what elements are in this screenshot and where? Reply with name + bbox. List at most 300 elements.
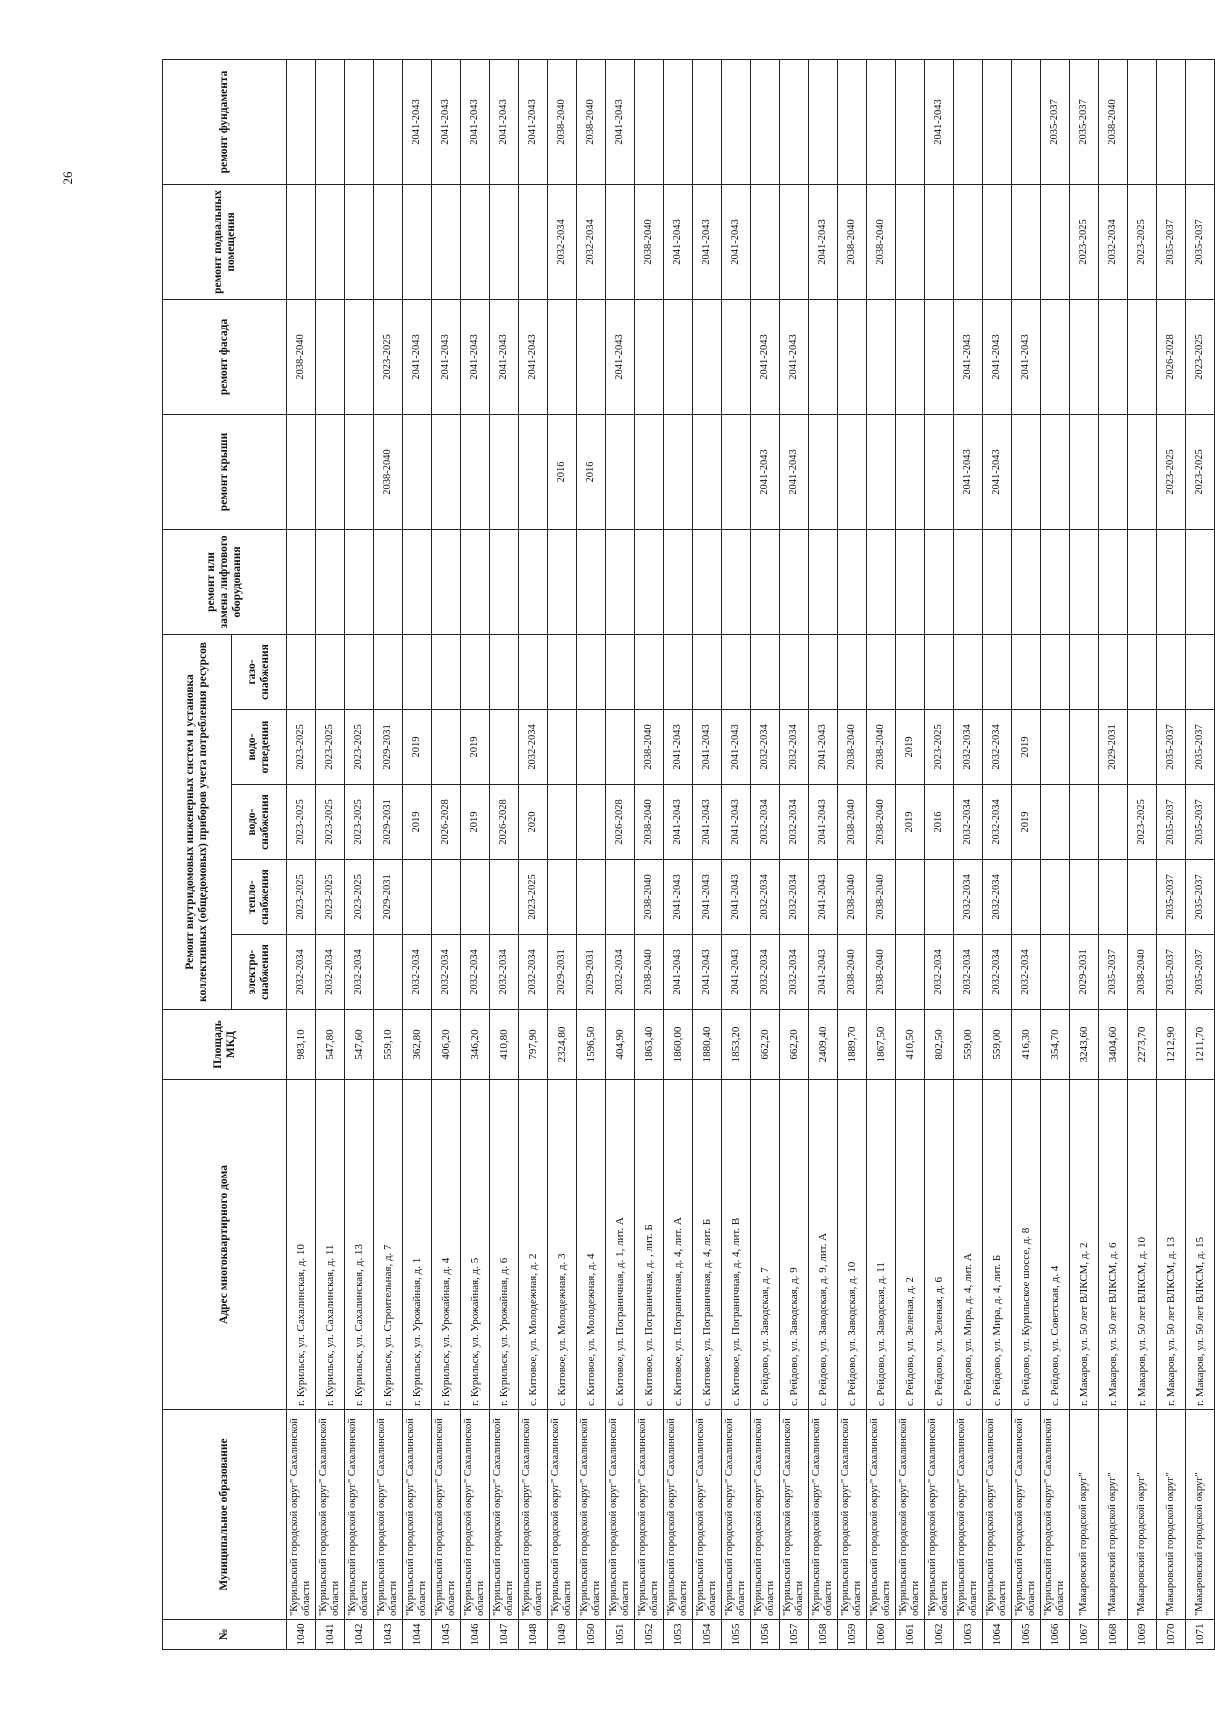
heat-cell: 2023-2025 — [316, 860, 345, 935]
lift-cell — [809, 529, 838, 634]
gas-cell — [1186, 634, 1215, 709]
water-cell — [1099, 785, 1128, 860]
sewer-cell: 2041-2043 — [664, 710, 693, 785]
municipality-cell: "Курильский городской округ" Сахалинской области — [925, 1410, 954, 1620]
header-municipality: Муниципальное образование — [163, 1410, 287, 1620]
water-cell: 2041-2043 — [722, 785, 751, 860]
table-row — [1012, 59, 1041, 1649]
area-cell: 1211,70 — [1186, 1010, 1215, 1080]
water-cell: 2041-2043 — [693, 785, 722, 860]
row-number: 1063 — [954, 1620, 983, 1650]
lift-cell — [461, 529, 490, 634]
address-cell: г. Курильск, ул. Сахалинская, д. 11 — [316, 1080, 345, 1410]
facade-cell — [1128, 299, 1157, 414]
lift-cell — [287, 529, 316, 634]
electro-cell: 2041-2043 — [664, 935, 693, 1010]
foundation-cell: 2041-2043 — [461, 59, 490, 184]
water-cell: 2016 — [925, 785, 954, 860]
heat-cell: 2023-2025 — [287, 860, 316, 935]
foundation-cell — [316, 59, 345, 184]
water-cell: 2032-2034 — [983, 785, 1012, 860]
municipality-cell: "Курильский городской округ" Сахалинской области — [287, 1410, 316, 1620]
sewer-cell: 2035-2037 — [1157, 710, 1186, 785]
water-cell: 2035-2037 — [1186, 785, 1215, 860]
table-body — [287, 59, 1215, 1649]
area-cell: 1596,50 — [577, 1010, 606, 1080]
facade-cell: 2023-2025 — [374, 299, 403, 414]
water-cell — [548, 785, 577, 860]
table-row — [1041, 59, 1070, 1649]
water-cell: 2026-2028 — [432, 785, 461, 860]
table-row — [403, 59, 432, 1649]
lift-cell — [722, 529, 751, 634]
row-number: 1044 — [403, 1620, 432, 1650]
facade-cell — [316, 299, 345, 414]
facade-cell: 2041-2043 — [432, 299, 461, 414]
sewer-cell — [577, 710, 606, 785]
sewer-cell: 2019 — [896, 710, 925, 785]
sewer-cell: 2019 — [1012, 710, 1041, 785]
foundation-cell — [1186, 59, 1215, 184]
table-row — [635, 59, 664, 1649]
lift-cell — [1157, 529, 1186, 634]
municipality-cell: "Курильский городской округ" Сахалинской области — [1012, 1410, 1041, 1620]
lift-cell — [374, 529, 403, 634]
roof-cell — [403, 414, 432, 529]
row-number: 1056 — [751, 1620, 780, 1650]
header-heat: тепло-снабжения — [232, 860, 287, 935]
row-number: 1070 — [1157, 1620, 1186, 1650]
basement-cell — [519, 184, 548, 299]
foundation-cell — [287, 59, 316, 184]
gas-cell — [403, 634, 432, 709]
roof-cell — [838, 414, 867, 529]
foundation-cell — [780, 59, 809, 184]
electro-cell: 2032-2034 — [983, 935, 1012, 1010]
area-cell: 406,20 — [432, 1010, 461, 1080]
row-number: 1067 — [1070, 1620, 1099, 1650]
sewer-cell: 2019 — [403, 710, 432, 785]
foundation-cell: 2035-2037 — [1041, 59, 1070, 184]
foundation-cell: 2038-2040 — [1099, 59, 1128, 184]
gas-cell — [519, 634, 548, 709]
gas-cell — [693, 634, 722, 709]
address-cell: с. Рейдово, ул. Заводская, д. 7 — [751, 1080, 780, 1410]
foundation-cell — [809, 59, 838, 184]
municipality-cell: "Курильский городской округ" Сахалинской области — [577, 1410, 606, 1620]
foundation-cell — [838, 59, 867, 184]
electro-cell: 2032-2034 — [1012, 935, 1041, 1010]
water-cell: 2038-2040 — [838, 785, 867, 860]
sewer-cell — [432, 710, 461, 785]
municipality-cell: "Макаровский городской округ" — [1186, 1410, 1215, 1620]
heat-cell — [1012, 860, 1041, 935]
address-cell: г. Курильск, ул. Сахалинская, д. 10 — [287, 1080, 316, 1410]
roof-cell — [490, 414, 519, 529]
electro-cell: 2032-2034 — [316, 935, 345, 1010]
sewer-cell: 2023-2025 — [287, 710, 316, 785]
electro-cell: 2041-2043 — [693, 935, 722, 1010]
basement-cell: 2035-2037 — [1157, 184, 1186, 299]
lift-cell — [432, 529, 461, 634]
address-cell: с. Рейдово, ул. Зеленая, д. 2 — [896, 1080, 925, 1410]
row-number: 1052 — [635, 1620, 664, 1650]
roof-cell — [1128, 414, 1157, 529]
municipality-cell: "Курильский городской округ" Сахалинской области — [403, 1410, 432, 1620]
foundation-cell: 2035-2037 — [1070, 59, 1099, 184]
heat-cell: 2041-2043 — [693, 860, 722, 935]
row-number: 1057 — [780, 1620, 809, 1650]
heat-cell — [1128, 860, 1157, 935]
table-row — [1128, 59, 1157, 1649]
municipality-cell: "Макаровский городской округ" — [1157, 1410, 1186, 1620]
header-gas: газо-снабжения — [232, 634, 287, 709]
basement-cell: 2041-2043 — [693, 184, 722, 299]
sewer-cell: 2023-2025 — [345, 710, 374, 785]
water-cell: 2026-2028 — [606, 785, 635, 860]
water-cell: 2023-2025 — [1128, 785, 1157, 860]
address-cell: с. Китовое, ул. Молодежная, д. 4 — [577, 1080, 606, 1410]
foundation-cell: 2038-2040 — [548, 59, 577, 184]
heat-cell: 2032-2034 — [983, 860, 1012, 935]
row-number: 1045 — [432, 1620, 461, 1650]
water-cell: 2038-2040 — [635, 785, 664, 860]
heat-cell: 2032-2034 — [751, 860, 780, 935]
address-cell: с. Рейдово, ул. Зеленая, д. 6 — [925, 1080, 954, 1410]
electro-cell: 2032-2034 — [287, 935, 316, 1010]
header-water: водо-снабжения — [232, 785, 287, 860]
row-number: 1065 — [1012, 1620, 1041, 1650]
lift-cell — [316, 529, 345, 634]
electro-cell: 2032-2034 — [432, 935, 461, 1010]
water-cell: 2032-2034 — [751, 785, 780, 860]
gas-cell — [1157, 634, 1186, 709]
municipality-cell: "Курильский городской округ" Сахалинской области — [954, 1410, 983, 1620]
area-cell: 983,10 — [287, 1010, 316, 1080]
table-row — [519, 59, 548, 1649]
roof-cell — [1041, 414, 1070, 529]
foundation-cell — [896, 59, 925, 184]
foundation-cell — [374, 59, 403, 184]
roof-cell: 2041-2043 — [983, 414, 1012, 529]
roof-cell: 2041-2043 — [780, 414, 809, 529]
electro-cell: 2038-2040 — [838, 935, 867, 1010]
basement-cell — [490, 184, 519, 299]
roof-cell — [1099, 414, 1128, 529]
water-cell: 2019 — [1012, 785, 1041, 860]
electro-cell: 2032-2034 — [925, 935, 954, 1010]
sewer-cell — [1128, 710, 1157, 785]
area-cell: 2273,70 — [1128, 1010, 1157, 1080]
address-cell: с. Китовое, ул. Пограничная, д. 1, лит. А — [606, 1080, 635, 1410]
address-cell: с. Рейдово, ул. Мира, д. 4, лит. А — [954, 1080, 983, 1410]
electro-cell: 2041-2043 — [722, 935, 751, 1010]
gas-cell — [838, 634, 867, 709]
heat-cell: 2041-2043 — [722, 860, 751, 935]
electro-cell: 2029-2031 — [577, 935, 606, 1010]
gas-cell — [896, 634, 925, 709]
municipality-cell: "Курильский городской округ" Сахалинской области — [606, 1410, 635, 1620]
sewer-cell: 2032-2034 — [519, 710, 548, 785]
basement-cell: 2041-2043 — [809, 184, 838, 299]
row-number: 1054 — [693, 1620, 722, 1650]
address-cell: г. Курильск, ул. Урожайная, д. 5 — [461, 1080, 490, 1410]
basement-cell — [403, 184, 432, 299]
water-cell: 2023-2025 — [287, 785, 316, 860]
foundation-cell: 2041-2043 — [606, 59, 635, 184]
facade-cell — [867, 299, 896, 414]
rotated-page — [162, 60, 1206, 1650]
row-number: 1043 — [374, 1620, 403, 1650]
facade-cell — [809, 299, 838, 414]
gas-cell — [635, 634, 664, 709]
gas-cell — [461, 634, 490, 709]
municipality-cell: "Курильский городской округ" Сахалинской области — [751, 1410, 780, 1620]
area-cell: 547,60 — [345, 1010, 374, 1080]
table-row — [1157, 59, 1186, 1649]
table-row — [287, 59, 316, 1649]
municipality-cell: "Курильский городской округ" Сахалинской области — [374, 1410, 403, 1620]
roof-cell: 2038-2040 — [374, 414, 403, 529]
lift-cell — [1012, 529, 1041, 634]
table-row — [490, 59, 519, 1649]
row-number: 1049 — [548, 1620, 577, 1650]
table-row — [432, 59, 461, 1649]
row-number: 1053 — [664, 1620, 693, 1650]
foundation-cell: 2041-2043 — [519, 59, 548, 184]
gas-cell — [1128, 634, 1157, 709]
gas-cell — [722, 634, 751, 709]
electro-cell: 2032-2034 — [345, 935, 374, 1010]
sewer-cell: 2041-2043 — [722, 710, 751, 785]
area-cell: 354,70 — [1041, 1010, 1070, 1080]
area-cell: 662,20 — [751, 1010, 780, 1080]
address-cell: г. Макаров, ул. 50 лет ВЛКСМ, д. 10 — [1128, 1080, 1157, 1410]
table-row — [809, 59, 838, 1649]
electro-cell: 2035-2037 — [1186, 935, 1215, 1010]
facade-cell — [896, 299, 925, 414]
foundation-cell: 2038-2040 — [577, 59, 606, 184]
address-cell: с. Рейдово, ул. Заводская, д. 11 — [867, 1080, 896, 1410]
foundation-cell — [1012, 59, 1041, 184]
area-cell: 410,80 — [490, 1010, 519, 1080]
foundation-cell — [867, 59, 896, 184]
table-row — [867, 59, 896, 1649]
water-cell: 2035-2037 — [1157, 785, 1186, 860]
lift-cell — [693, 529, 722, 634]
address-cell: г. Курильск, ул. Урожайная, д. 4 — [432, 1080, 461, 1410]
lift-cell — [925, 529, 954, 634]
row-number: 1058 — [809, 1620, 838, 1650]
basement-cell: 2038-2040 — [838, 184, 867, 299]
water-cell: 2023-2025 — [316, 785, 345, 860]
lift-cell — [1041, 529, 1070, 634]
roof-cell — [693, 414, 722, 529]
roof-cell — [722, 414, 751, 529]
address-cell: с. Рейдово, ул. Советская, д. 4 — [1041, 1080, 1070, 1410]
roof-cell — [809, 414, 838, 529]
roof-cell: 2016 — [548, 414, 577, 529]
row-number: 1068 — [1099, 1620, 1128, 1650]
table-row — [1186, 59, 1215, 1649]
area-cell: 1880,40 — [693, 1010, 722, 1080]
gas-cell — [287, 634, 316, 709]
header-basement: ремонт подвальных помещения — [163, 184, 287, 299]
water-cell: 2026-2028 — [490, 785, 519, 860]
table-row — [983, 59, 1012, 1649]
gas-cell — [1041, 634, 1070, 709]
municipality-cell: "Курильский городской округ" Сахалинской области — [983, 1410, 1012, 1620]
row-number: 1048 — [519, 1620, 548, 1650]
electro-cell: 2038-2040 — [635, 935, 664, 1010]
municipality-cell: "Курильский городской округ" Сахалинской области — [519, 1410, 548, 1620]
address-cell: г. Курильск, ул. Строительная, д. 7 — [374, 1080, 403, 1410]
foundation-cell: 2041-2043 — [490, 59, 519, 184]
table-row — [693, 59, 722, 1649]
table-row — [1099, 59, 1128, 1649]
table-row — [722, 59, 751, 1649]
gas-cell — [316, 634, 345, 709]
electro-cell — [896, 935, 925, 1010]
lift-cell — [519, 529, 548, 634]
roof-cell — [432, 414, 461, 529]
gas-cell — [1012, 634, 1041, 709]
gas-cell — [954, 634, 983, 709]
basement-cell — [896, 184, 925, 299]
roof-cell: 2023-2025 — [1157, 414, 1186, 529]
sewer-cell — [490, 710, 519, 785]
gas-cell — [664, 634, 693, 709]
roof-cell — [1070, 414, 1099, 529]
basement-cell: 2032-2034 — [577, 184, 606, 299]
electro-cell: 2032-2034 — [751, 935, 780, 1010]
municipality-cell: "Курильский городской округ" Сахалинской области — [693, 1410, 722, 1620]
lift-cell — [780, 529, 809, 634]
lift-cell — [1099, 529, 1128, 634]
basement-cell — [432, 184, 461, 299]
sewer-cell — [606, 710, 635, 785]
municipality-cell: "Курильский городской округ" Сахалинской области — [664, 1410, 693, 1620]
basement-cell — [751, 184, 780, 299]
water-cell: 2041-2043 — [809, 785, 838, 860]
area-cell: 410,50 — [896, 1010, 925, 1080]
address-cell: с. Китовое, ул. Пограничная, д. 4, лит. В — [722, 1080, 751, 1410]
basement-cell: 2041-2043 — [722, 184, 751, 299]
basement-cell — [780, 184, 809, 299]
lift-cell — [548, 529, 577, 634]
area-cell: 3243,60 — [1070, 1010, 1099, 1080]
row-number: 1042 — [345, 1620, 374, 1650]
address-cell: с. Китовое, ул. Молодежная, д. 2 — [519, 1080, 548, 1410]
heat-cell: 2038-2040 — [635, 860, 664, 935]
facade-cell: 2041-2043 — [1012, 299, 1041, 414]
row-number: 1069 — [1128, 1620, 1157, 1650]
lift-cell — [751, 529, 780, 634]
row-number: 1041 — [316, 1620, 345, 1650]
sewer-cell: 2038-2040 — [867, 710, 896, 785]
electro-cell: 2032-2034 — [403, 935, 432, 1010]
heat-cell: 2038-2040 — [838, 860, 867, 935]
table-row — [925, 59, 954, 1649]
roof-cell — [345, 414, 374, 529]
roof-cell: 2041-2043 — [751, 414, 780, 529]
row-number: 1040 — [287, 1620, 316, 1650]
address-cell: с. Рейдово, ул. Заводская, д. 10 — [838, 1080, 867, 1410]
basement-cell — [374, 184, 403, 299]
facade-cell — [838, 299, 867, 414]
header-sewer: водо-отведения — [232, 710, 287, 785]
basement-cell: 2038-2040 — [867, 184, 896, 299]
header-electro: электро-снабжения — [232, 935, 287, 1010]
address-cell: с. Китовое, ул. Молодежная, д. 3 — [548, 1080, 577, 1410]
roof-cell — [287, 414, 316, 529]
municipality-cell: "Курильский городской округ" Сахалинской области — [432, 1410, 461, 1620]
sewer-cell: 2041-2043 — [809, 710, 838, 785]
foundation-cell — [693, 59, 722, 184]
municipality-cell: "Курильский городской округ" Сахалинской области — [896, 1410, 925, 1620]
heat-cell — [925, 860, 954, 935]
facade-cell: 2041-2043 — [606, 299, 635, 414]
municipality-cell: "Курильский городской округ" Сахалинской области — [316, 1410, 345, 1620]
roof-cell — [1012, 414, 1041, 529]
gas-cell — [1099, 634, 1128, 709]
sewer-cell: 2035-2037 — [1186, 710, 1215, 785]
lift-cell — [606, 529, 635, 634]
heat-cell: 2032-2034 — [780, 860, 809, 935]
heat-cell: 2023-2025 — [345, 860, 374, 935]
facade-cell — [1070, 299, 1099, 414]
address-cell: г. Макаров, ул. 50 лет ВЛКСМ, д. 13 — [1157, 1080, 1186, 1410]
gas-cell — [809, 634, 838, 709]
sewer-cell: 2029-2031 — [1099, 710, 1128, 785]
roof-cell — [635, 414, 664, 529]
heat-cell — [548, 860, 577, 935]
electro-cell: 2035-2037 — [1099, 935, 1128, 1010]
address-cell: с. Рейдово, ул. Мира, д. 4, лит. Б — [983, 1080, 1012, 1410]
area-cell: 662,20 — [780, 1010, 809, 1080]
header-address: Адрес многоквартирного дома — [163, 1080, 287, 1410]
facade-cell — [548, 299, 577, 414]
area-cell: 3404,60 — [1099, 1010, 1128, 1080]
table-row — [374, 59, 403, 1649]
area-cell: 559,00 — [954, 1010, 983, 1080]
facade-cell — [577, 299, 606, 414]
water-cell — [577, 785, 606, 860]
address-cell: с. Рейдово, ул. Заводская, д. 9, лит. А — [809, 1080, 838, 1410]
heat-cell — [403, 860, 432, 935]
heat-cell: 2035-2037 — [1157, 860, 1186, 935]
gas-cell — [577, 634, 606, 709]
area-cell: 1863,40 — [635, 1010, 664, 1080]
row-number: 1062 — [925, 1620, 954, 1650]
table-row — [345, 59, 374, 1649]
row-number: 1071 — [1186, 1620, 1215, 1650]
sewer-cell: 2038-2040 — [635, 710, 664, 785]
municipality-cell: "Макаровский городской округ" — [1099, 1410, 1128, 1620]
facade-cell — [693, 299, 722, 414]
roof-cell: 2016 — [577, 414, 606, 529]
roof-cell: 2023-2025 — [1186, 414, 1215, 529]
electro-cell: 2032-2034 — [954, 935, 983, 1010]
basement-cell — [1041, 184, 1070, 299]
gas-cell — [867, 634, 896, 709]
sewer-cell — [548, 710, 577, 785]
facade-cell: 2041-2043 — [983, 299, 1012, 414]
lift-cell — [1070, 529, 1099, 634]
municipality-cell: "Курильский городской округ" Сахалинской области — [722, 1410, 751, 1620]
basement-cell — [954, 184, 983, 299]
municipality-cell: "Курильский городской округ" Сахалинской области — [867, 1410, 896, 1620]
